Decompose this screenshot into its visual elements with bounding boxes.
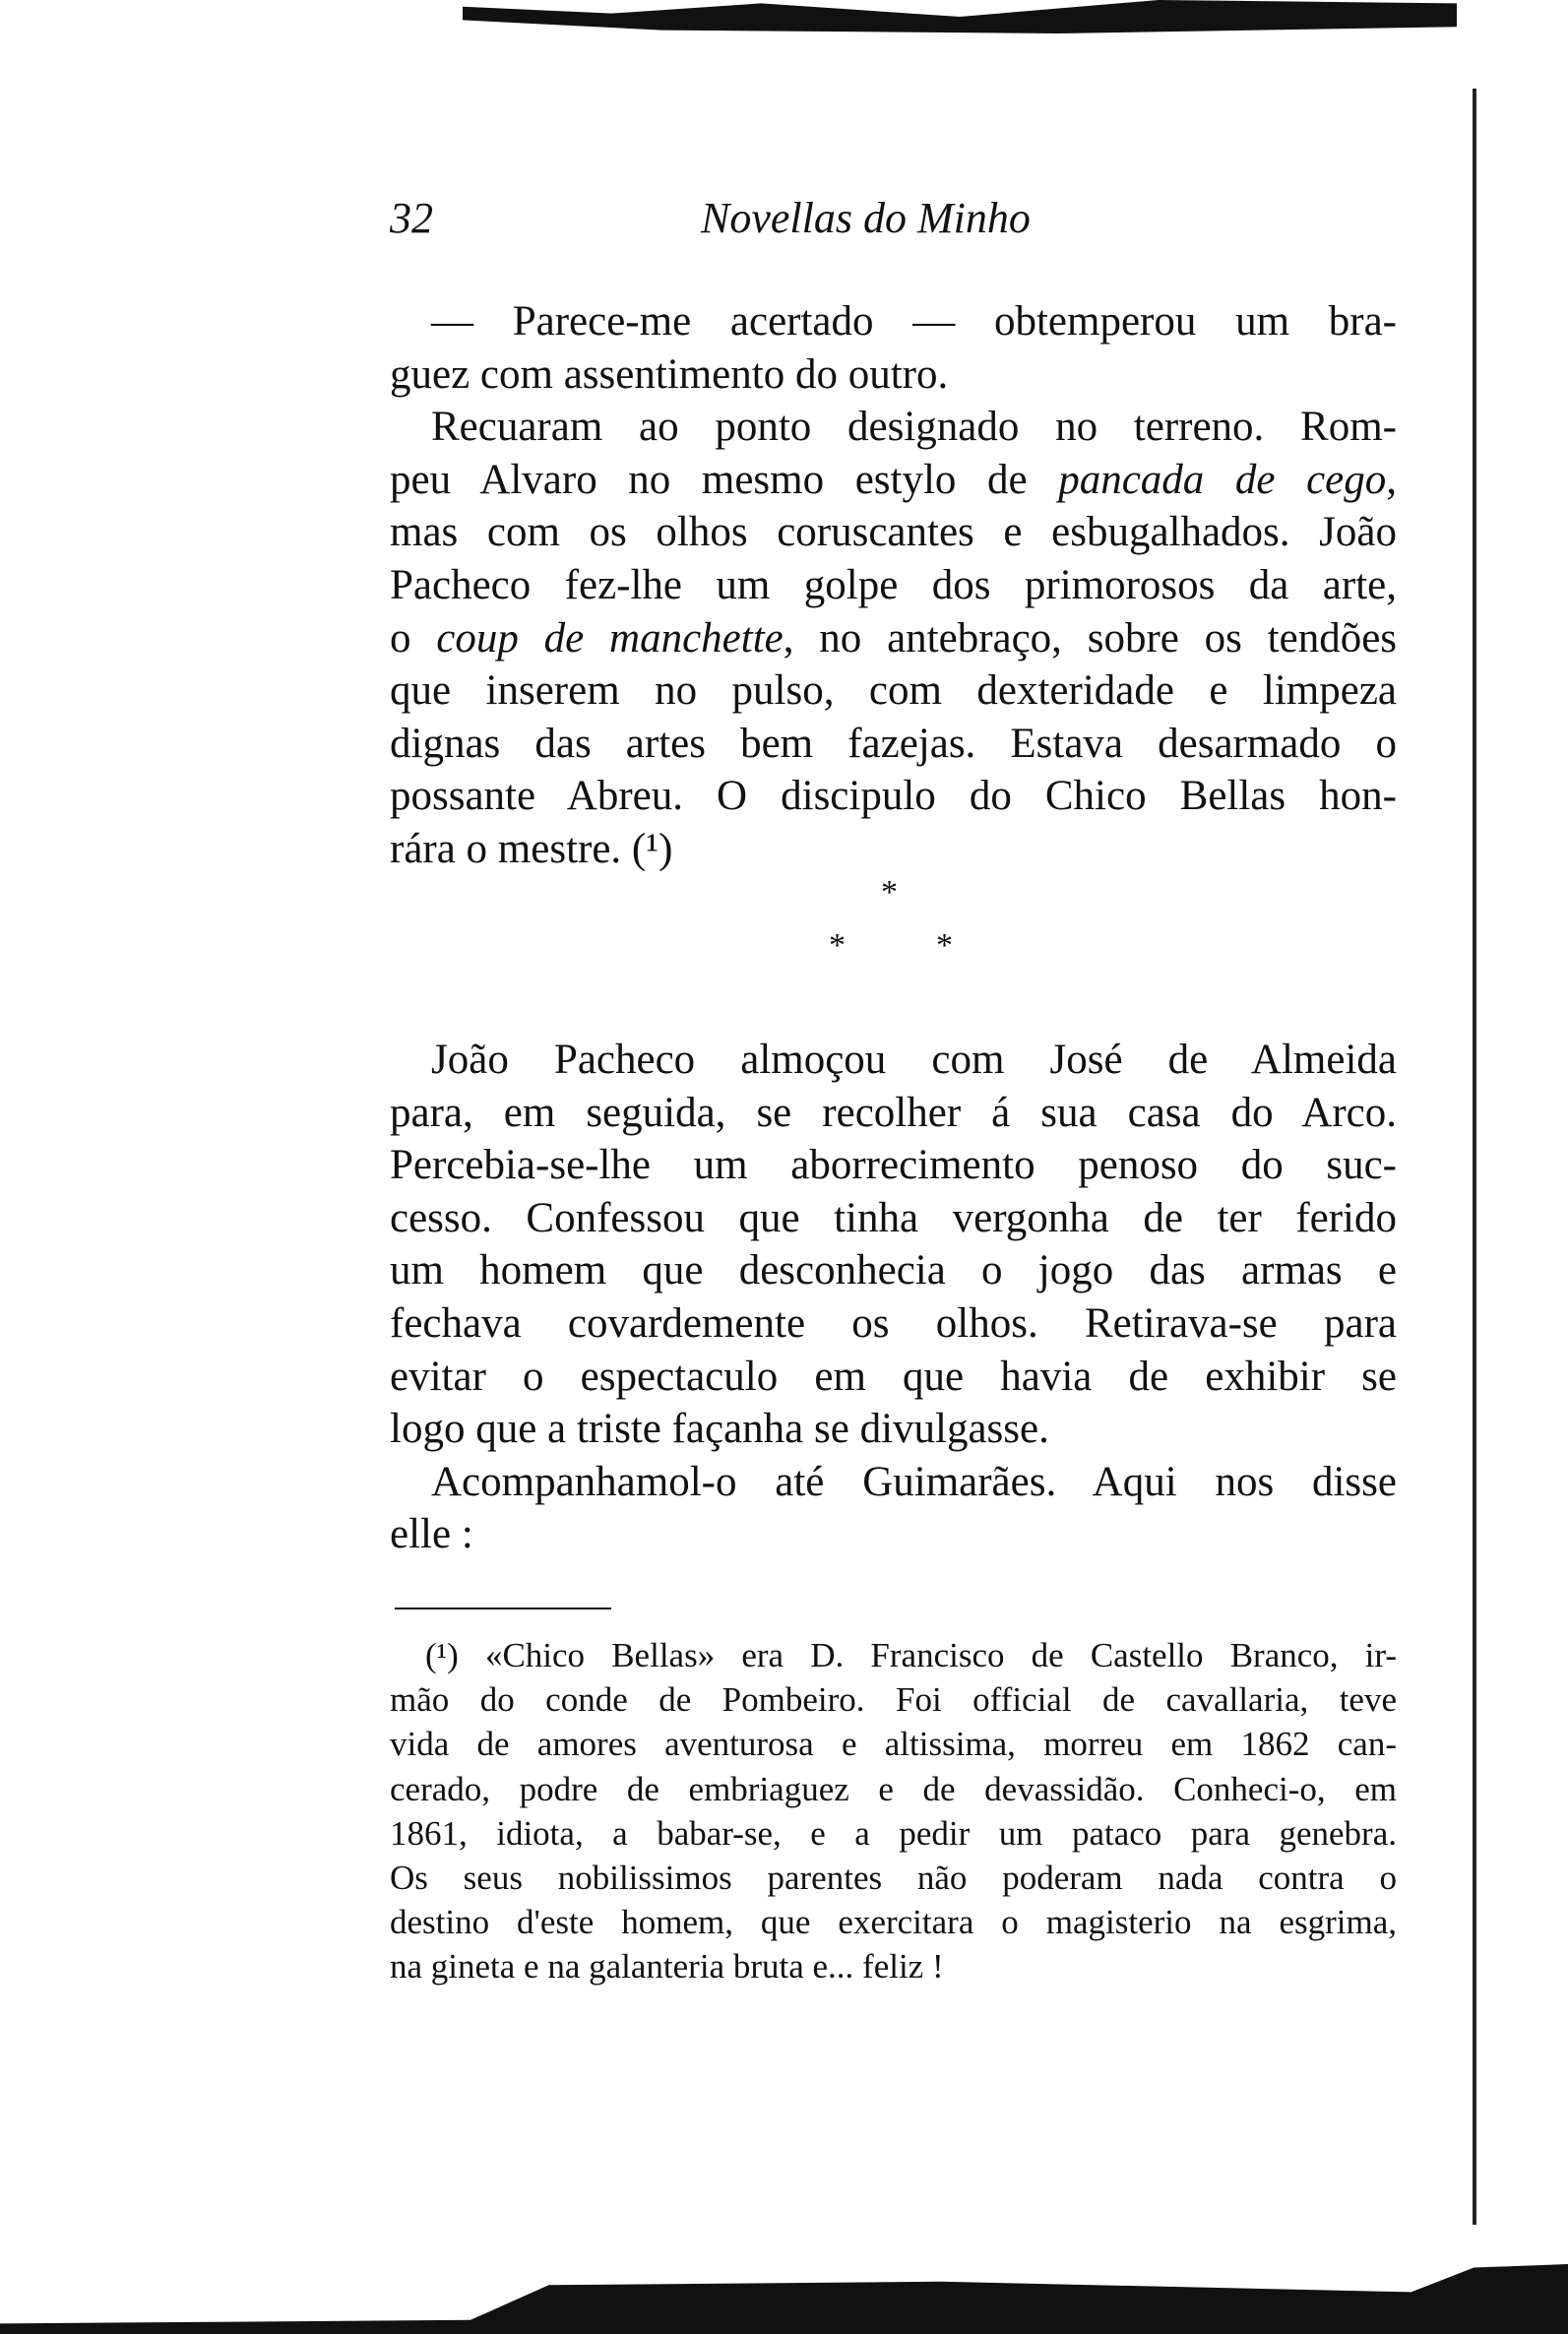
text-line: na gineta e na galanteria bruta e... feliz ! <box>390 1947 944 1987</box>
page-number: 32 <box>390 194 433 242</box>
text-line: fechava covardemente os olhos. Retirava-se para <box>390 1299 1397 1347</box>
text-line: evitar o espectaculo em que havia de exhibir se <box>390 1353 1397 1400</box>
text-line: rára o mestre. (¹) <box>390 825 673 872</box>
text-line <box>390 612 1397 665</box>
text-line: cesso. Confessou que tinha vergonha de ter ferido <box>390 1194 1397 1241</box>
text-line: (¹) «Chico Bellas» era D. Francisco de Castello Branco, ir- <box>425 1636 1397 1674</box>
text-line: mão do conde de Pombeiro. Foi official de cavallaria, teve <box>390 1680 1397 1720</box>
footnote-rule <box>395 1608 611 1609</box>
text-line: Recuaram ao ponto designado no terreno. Rom- <box>431 404 1397 451</box>
text-line: logo que a triste façanha se divulgasse. <box>390 1406 1049 1453</box>
italic-phrase: pancada de cego <box>1058 456 1387 503</box>
scan-edge-bottom <box>0 2264 1568 2334</box>
text-line: destino d'este homem, que exercitara o magisterio na esgrima, <box>390 1903 1397 1942</box>
text-line: Os seus nobilissimos parentes não poderam nada contra o <box>390 1858 1397 1897</box>
text-line: vida de amores aventurosa e altissima, morreu em 1862 can- <box>390 1725 1397 1764</box>
text-run: , no antebraço, sobre os tendões <box>783 614 1398 662</box>
text-run: peu Alvaro no mesmo estylo de <box>390 456 1059 503</box>
text-run: , <box>1386 456 1397 503</box>
separator-asterisk: * <box>936 927 953 964</box>
text-line: — Parece-me acertado — obtemperou um bra- <box>431 298 1397 345</box>
scan-edge-right <box>1473 89 1476 2225</box>
text-line: um homem que desconhecia o jogo das armas e <box>390 1247 1397 1294</box>
text-line: possante Abreu. O discipulo do Chico Bellas hon- <box>390 773 1397 820</box>
text-line: que inserem no pulso, com dexteridade e limpeza <box>390 667 1397 715</box>
running-title: Novellas do Minho <box>701 194 1031 242</box>
text-line: João Pacheco almoçou com José de Almeida <box>431 1037 1397 1083</box>
text-line: dignas das artes bem fazejas. Estava desarmado o <box>390 720 1397 767</box>
text-run: o <box>390 614 437 662</box>
text-line: Pacheco fez-lhe um golpe dos primorosos da arte, <box>390 561 1397 608</box>
text-line: para, em seguida, se recolher á sua casa do Arco. <box>390 1089 1397 1136</box>
text-line <box>390 454 1397 507</box>
footnote <box>390 1633 1397 1989</box>
text-line: Acompanhamol-o até Guimarães. Aqui nos disse <box>431 1458 1397 1505</box>
text-line: cerado, podre de embriaguez e de devassidão. Conheci-o, em <box>390 1769 1397 1808</box>
body-section-2 <box>390 1034 1397 1561</box>
italic-phrase: coup de manchette <box>436 614 784 662</box>
text-line: elle : <box>390 1511 473 1558</box>
page-header <box>390 193 1397 252</box>
text-line: Percebia-se-lhe um aborrecimento penoso do suc- <box>390 1142 1397 1189</box>
scan-edge-top <box>463 0 1457 33</box>
body-section-1 <box>390 295 1397 876</box>
separator-asterisk: * <box>881 874 898 911</box>
text-line: 1861, idiota, a babar-se, e a pedir um pataco para genebra. <box>390 1813 1397 1853</box>
text-line: guez com assentimento do outro. <box>390 350 949 398</box>
text-line: mas com os olhos coruscantes e esbugalhados. João <box>390 509 1397 556</box>
separator-asterisk: * <box>829 927 846 964</box>
